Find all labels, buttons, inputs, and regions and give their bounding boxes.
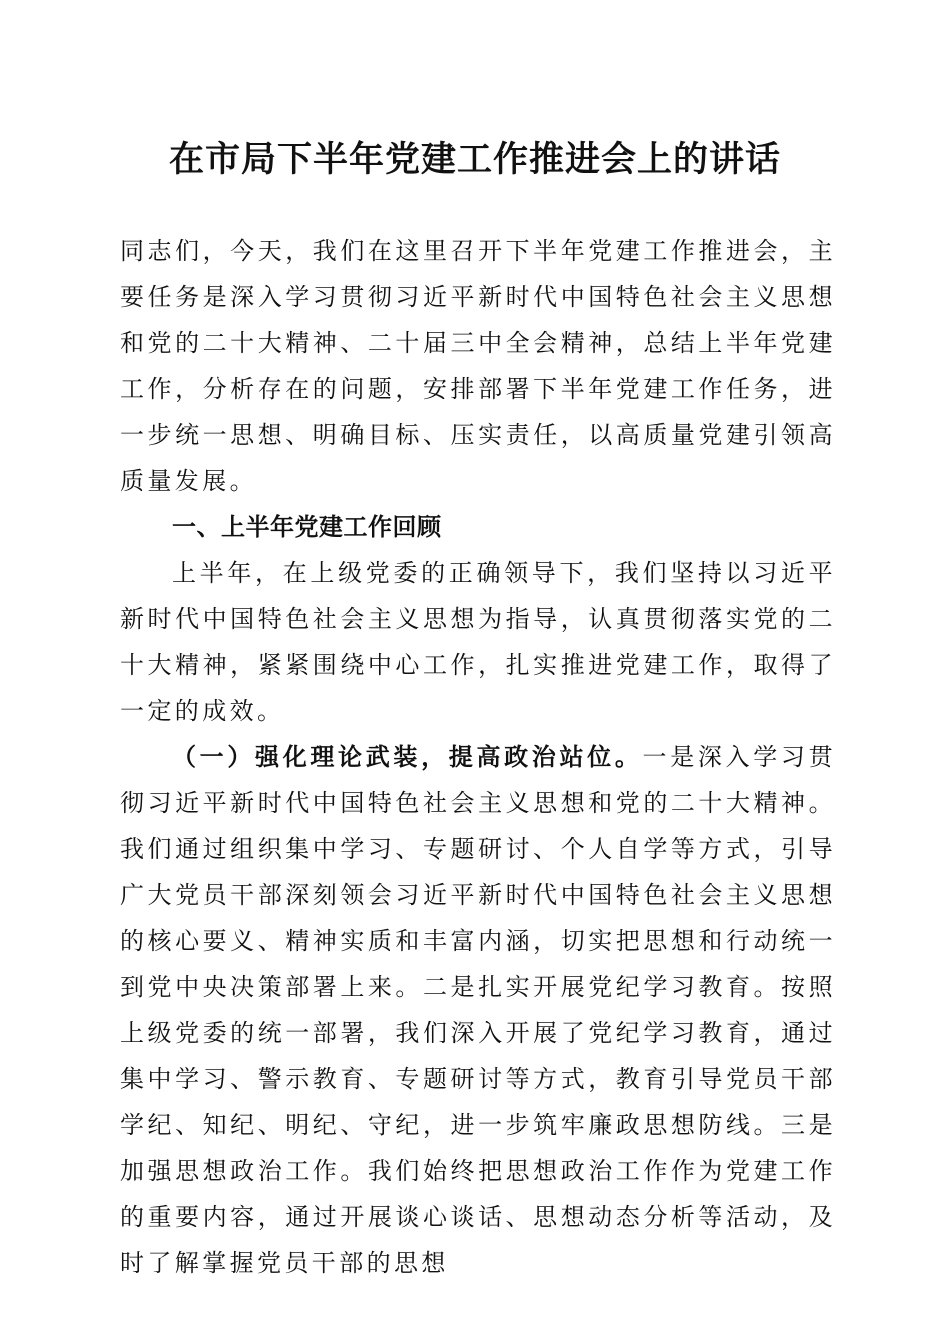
subsection-heading-1: （一）强化理论武装，提高政治站位。 (172, 742, 643, 771)
document-title: 在市局下半年党建工作推进会上的讲话 (168, 139, 781, 180)
document-body (120, 228, 836, 1286)
section1-paragraph: 上半年，在上级党委的正确领导下，我们坚持以习近平新时代中国特色社会主义思想为指导，认真贯彻落实党的二十大精神，紧紧围绕中心工作，扎实推进党建工作，取得了一定的成效。 (120, 559, 836, 725)
section-heading-1: 一、上半年党建工作回顾 (172, 513, 442, 541)
subsection1-paragraph (120, 734, 836, 1286)
intro-paragraph: 同志们，今天，我们在这里召开下半年党建工作推进会，主要任务是深入学习贯彻习近平新时代中国特色社会主义思想和党的二十大精神、二十届三中全会精神，总结上半年党建工作，分析存在的问题，安排部署下半年党建工作任务，进一步统一思想、明确目标、压实责任，以高质量党建引领高质量发展。 (120, 237, 836, 495)
subsection1-text: 一是深入学习贯彻习近平新时代中国特色社会主义思想和党的二十大精神。我们通过组织集中学习、专题研讨、个人自学等方式，引导广大党员干部深刻领会习近平新时代中国特色社会主义思想的核心要义、精神实质和丰富内涵，切实把思想和行动统一到党中央决策部署上来。二是扎实开展党纪学习教育。按照上级党委的统一部署，我们深入开展了党纪学习教育，通过集中学习、警示教育、专题研讨等方式，教育引导党员干部学纪、知纪、明纪、守纪，进一步筑牢廉政思想防线。三是加强思想政治工作。我们始终把思想政治工作作为党建工作的重要内容，通过开展谈心谈话、思想动态分析等活动，及时了解掌握党员干部的思想 (120, 743, 836, 1277)
